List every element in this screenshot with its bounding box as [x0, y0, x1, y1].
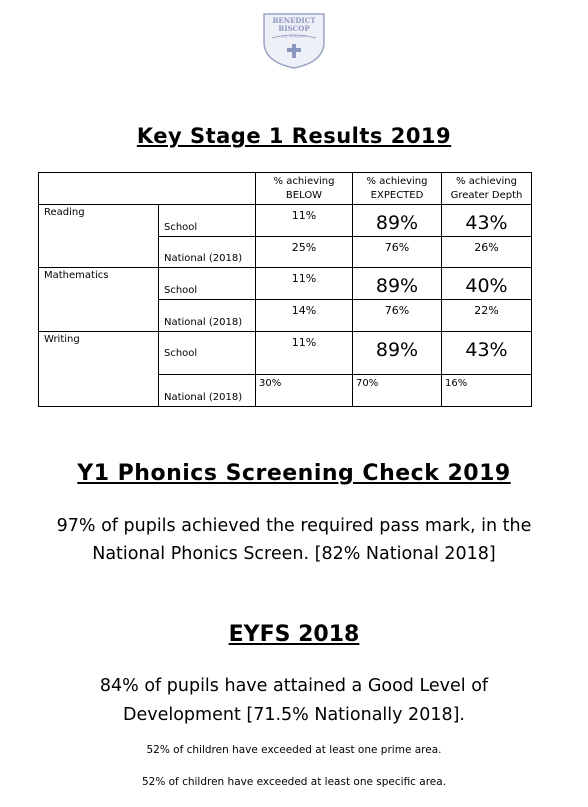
subject-mathematics: Mathematics: [39, 268, 159, 332]
header-greater-depth: % achieving Greater Depth: [442, 173, 532, 205]
cell-value: 22%: [442, 300, 532, 332]
row-label-school: School: [159, 332, 256, 375]
table-header-row: [39, 173, 532, 205]
cell-value: 25%: [256, 237, 353, 268]
eyfs-text-line2: Development [71.5% Nationally 2018].: [123, 705, 465, 725]
school-crest-logo: [262, 12, 326, 70]
phonics-text: [0, 512, 588, 568]
row-label-school: School: [159, 205, 256, 237]
row-label-national: National (2018): [159, 237, 256, 268]
phonics-text-line2: National Phonics Screen. [82% National 2018]: [92, 544, 496, 564]
cell-value: 43%: [442, 205, 532, 237]
cell-value: 43%: [442, 332, 532, 375]
cell-value: 89%: [353, 205, 442, 237]
cell-value: 14%: [256, 300, 353, 332]
logo-text-line2: BISCOP: [278, 24, 310, 33]
row-label-school: School: [159, 268, 256, 300]
eyfs-note-specific: 52% of children have exceeded at least one specific area.: [141, 776, 447, 788]
cell-value: 11%: [256, 332, 353, 375]
eyfs-text-line1: 84% of pupils have attained a Good Level of: [99, 676, 489, 696]
header-expected: % achieving EXPECTED: [353, 173, 442, 205]
ks1-title: Key Stage 1 Results 2019: [136, 124, 452, 148]
ks1-results-table: [38, 172, 532, 407]
row-label-national: National (2018): [159, 300, 256, 332]
logo-text-line3: C.E. ACADEMY: [281, 34, 307, 39]
cell-value: 11%: [256, 268, 353, 300]
cell-value: 16%: [442, 375, 532, 407]
cell-value: 30%: [256, 375, 353, 407]
eyfs-text: [0, 672, 588, 730]
header-blank-cell: [159, 173, 256, 205]
eyfs-title: EYFS 2018: [228, 622, 360, 647]
header-below: % achieving BELOW: [256, 173, 353, 205]
logo-text-line1: BENEDICT: [272, 16, 316, 25]
eyfs-note-prime: 52% of children have exceeded at least one prime area.: [146, 744, 442, 756]
phonics-title: Y1 Phonics Screening Check 2019: [77, 461, 511, 486]
subject-reading: Reading: [39, 205, 159, 268]
cell-value: 76%: [353, 237, 442, 268]
row-label-national: National (2018): [159, 375, 256, 407]
cell-value: 26%: [442, 237, 532, 268]
cell-value: 76%: [353, 300, 442, 332]
cell-value: 89%: [353, 332, 442, 375]
subject-writing: Writing: [39, 332, 159, 407]
table-row: [39, 268, 532, 300]
table-row: [39, 332, 532, 375]
cell-value: 40%: [442, 268, 532, 300]
phonics-text-line1: 97% of pupils achieved the required pass mark, in the: [56, 516, 532, 536]
cell-value: 70%: [353, 375, 442, 407]
cell-value: 89%: [353, 268, 442, 300]
cell-value: 11%: [256, 205, 353, 237]
table-row: [39, 205, 532, 237]
header-blank-cell: [39, 173, 159, 205]
